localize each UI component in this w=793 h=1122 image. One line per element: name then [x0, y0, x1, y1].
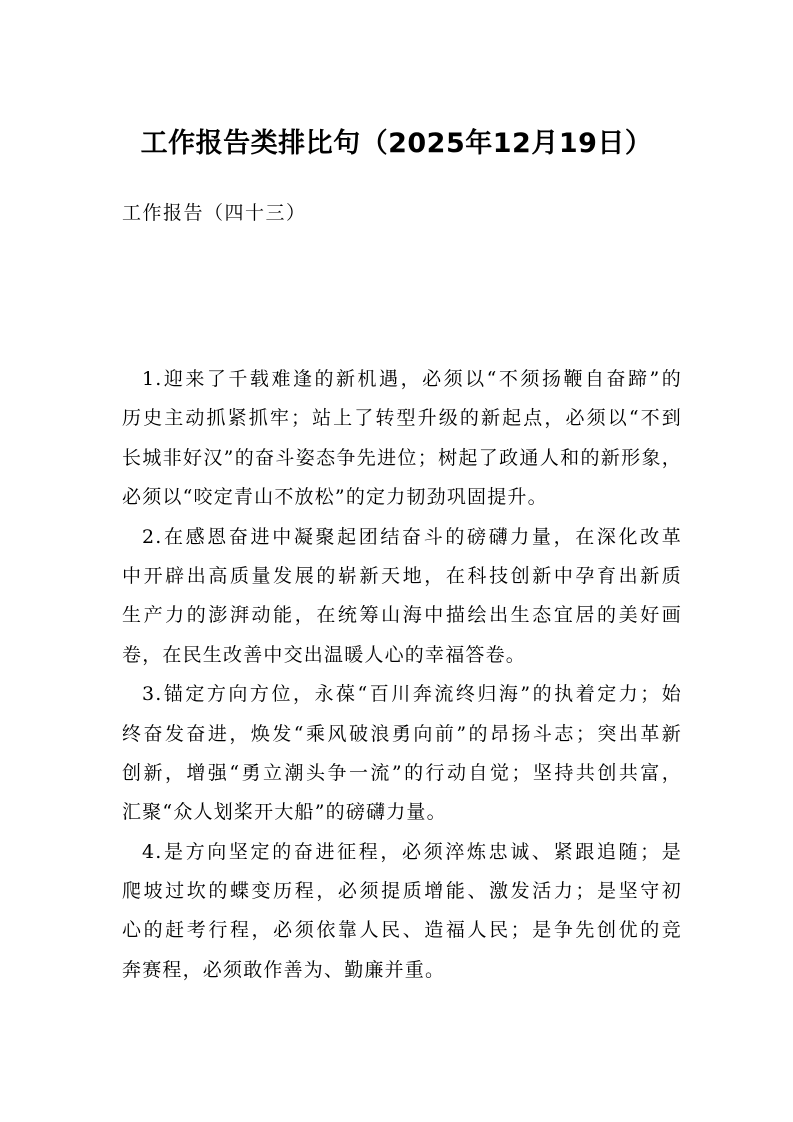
paragraph-line: 创新，增强“勇立潮头争一流”的行动自觉；坚持共创共富，	[122, 761, 682, 784]
paragraph-line: 心的赶考行程，必须依靠人民、造福人民；是争先创优的竞	[122, 919, 682, 942]
paragraph-line: 4.是方向坚定的奋进征程，必须淬炼忠诚、紧跟追随；是	[142, 840, 682, 863]
paragraph-line: 汇聚“众人划桨开大船”的磅礴力量。	[122, 801, 447, 824]
document-subtitle: 工作报告（四十三）	[122, 202, 307, 224]
paragraph-line: 终奋发奋进，焕发“乘风破浪勇向前”的昂扬斗志；突出革新	[122, 722, 682, 745]
paragraph-line: 中开辟出高质量发展的崭新天地，在科技创新中孕育出新质	[122, 564, 682, 587]
document-title: 工作报告类排比句（2025年12月19日）	[140, 128, 653, 159]
document-body	[122, 360, 682, 990]
paragraph-line: 卷，在民生改善中交出温暖人心的幸福答卷。	[122, 643, 527, 666]
paragraph-line: 爬坡过坎的蝶变历程，必须提质增能、激发活力；是坚守初	[122, 880, 682, 903]
paragraph-4	[122, 833, 682, 991]
paragraph-line: 生产力的澎湃动能，在统筹山海中描绘出生态宜居的美好画	[122, 604, 682, 627]
paragraph-2	[122, 518, 682, 676]
paragraph-line: 2.在感恩奋进中凝聚起团结奋斗的磅礴力量，在深化改革	[142, 525, 682, 548]
paragraph-3	[122, 675, 682, 833]
paragraph-line: 奔赛程，必须敢作善为、勤廉并重。	[122, 958, 446, 981]
paragraph-line: 历史主动抓紧抓牢；站上了转型升级的新起点，必须以“不到	[122, 407, 682, 430]
paragraph-1	[122, 360, 682, 518]
paragraph-line: 1.迎来了千载难逢的新机遇，必须以“不须扬鞭自奋蹄”的	[142, 368, 682, 390]
paragraph-line: 3.锚定方向方位，永葆“百川奔流终归海”的执着定力；始	[142, 683, 682, 706]
paragraph-line: 长城非好汉”的奋斗姿态争先进位；树起了政通人和的新形象，	[122, 446, 682, 469]
paragraph-line: 必须以“咬定青山不放松”的定力韧劲巩固提升。	[122, 486, 548, 509]
